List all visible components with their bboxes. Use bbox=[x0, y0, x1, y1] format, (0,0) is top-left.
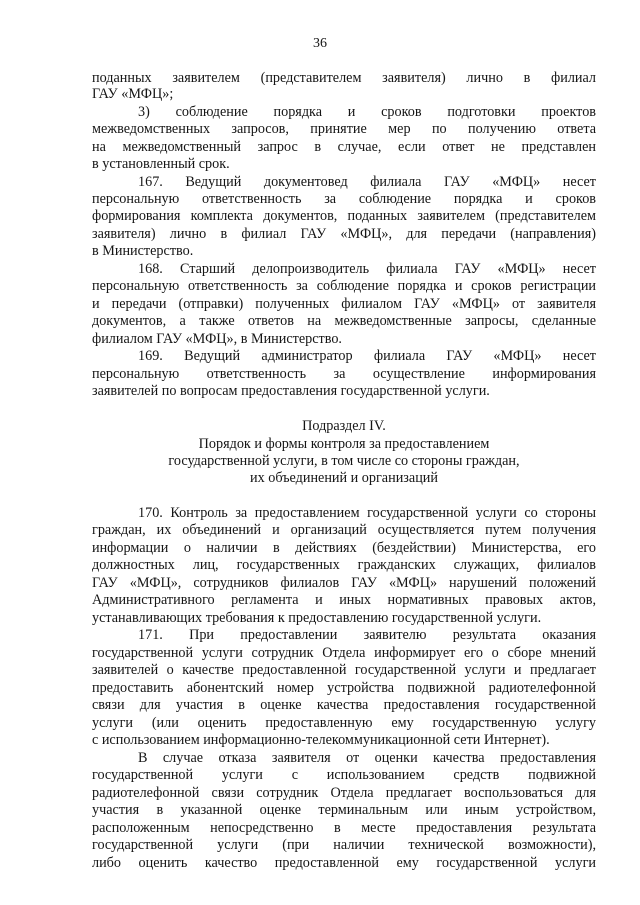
text-line: 169. Ведущий администратор филиала ГАУ «МФЦ» несет bbox=[138, 348, 596, 364]
text-line: государственной услуги сотрудник Отдела информирует его о сборе мнений bbox=[92, 645, 596, 661]
text-line: 171. При предоставлении заявителю результата оказания bbox=[138, 627, 596, 643]
text-line: филиалом ГАУ «МФЦ», в Министерство. bbox=[92, 331, 342, 347]
text-line: межведомственных запросов, принятие мер по получению ответа bbox=[92, 121, 596, 137]
text-line: В случае отказа заявителя от оценки качества предоставления bbox=[138, 750, 596, 766]
heading-line: Порядок и формы контроля за предоставлением bbox=[198, 436, 490, 452]
text-line: на межведомственный запрос в случае, если ответ не представлен bbox=[92, 139, 596, 155]
text-line: поданных заявителем (представителем заявителя) лично в филиал bbox=[92, 70, 596, 86]
text-line: 167. Ведущий документовед филиала ГАУ «МФЦ» несет bbox=[138, 174, 596, 190]
heading-line: Подраздел IV. bbox=[302, 418, 386, 434]
text-line: заявителей о качестве предоставленной государственной услуги и предлагает bbox=[92, 662, 596, 678]
text-line: 168. Старший делопроизводитель филиала ГАУ «МФЦ» несет bbox=[138, 261, 596, 277]
text-line: предоставить абонентский номер устройства подвижной радиотелефонной bbox=[92, 680, 596, 696]
text-line: ГАУ «МФЦ»; bbox=[92, 86, 174, 102]
text-line: заявителя) лично в филиал ГАУ «МФЦ», для передачи (направления) bbox=[92, 226, 596, 242]
text-line: документов, а также ответов на межведомственные запросы, сделанные bbox=[92, 313, 596, 329]
text-line: услуги (или оценить предоставленную ему государственную услугу bbox=[92, 715, 596, 731]
text-line: заявителей по вопросам предоставления государственной услуги. bbox=[92, 383, 490, 399]
text-line: с использованием информационно-телекоммуникационной сети Интернет). bbox=[92, 732, 550, 748]
text-line: участия в указанной оценке терминальным или иным устройством, bbox=[92, 802, 596, 818]
text-line: и передачи (отправки) полученных филиалом ГАУ «МФЦ» от заявителя bbox=[92, 296, 596, 312]
text-line: государственной услуги (при наличии технической возможности), bbox=[92, 837, 596, 853]
text-line: граждан, их объединений и организаций осуществляется путем получения bbox=[92, 522, 596, 538]
text-line: связи для участия в оценке качества предоставления государственной bbox=[92, 697, 596, 713]
text-line: персональную ответственность за соблюдение порядка и сроков bbox=[92, 191, 596, 207]
text-line: 170. Контроль за предоставлением государственной услуги со стороны bbox=[138, 505, 596, 521]
text-line: персональную ответственность за осуществление информирования bbox=[92, 366, 596, 382]
text-line: в установленный срок. bbox=[92, 156, 230, 172]
text-line: устанавливающих требования к предоставлению государственной услуги. bbox=[92, 610, 542, 626]
text-line: информации о наличии в действиях (бездействии) Министерства, его bbox=[92, 540, 596, 556]
text-line: персональную ответственность за соблюдение порядка и сроков регистрации bbox=[92, 278, 596, 294]
heading-line: их объединений и организаций bbox=[250, 470, 438, 486]
text-line: формирования комплекта документов, поданных заявителем (представителем bbox=[92, 208, 596, 224]
text-line: ГАУ «МФЦ», сотрудников филиалов ГАУ «МФЦ» нарушений положений bbox=[92, 575, 596, 591]
text-line: должностных лиц, государственных гражданских служащих, филиалов bbox=[92, 557, 596, 573]
text-line: 3) соблюдение порядка и сроков подготовки проектов bbox=[138, 104, 596, 120]
text-line: либо оценить качество предоставленной ему государственной услуги bbox=[92, 855, 596, 871]
text-line: государственной услуги с использованием средств подвижной bbox=[92, 767, 596, 783]
text-line: расположенным непосредственно в месте предоставления результата bbox=[92, 820, 596, 836]
text-line: в Министерство. bbox=[92, 243, 194, 259]
text-line: радиотелефонной связи сотрудник Отдела предлагает воспользоваться для bbox=[92, 785, 596, 801]
page-number: 36 bbox=[313, 36, 327, 51]
text-line: Административного регламента и иных нормативных правовых актов, bbox=[92, 592, 596, 608]
heading-line: государственной услуги, в том числе со стороны граждан, bbox=[168, 453, 520, 469]
